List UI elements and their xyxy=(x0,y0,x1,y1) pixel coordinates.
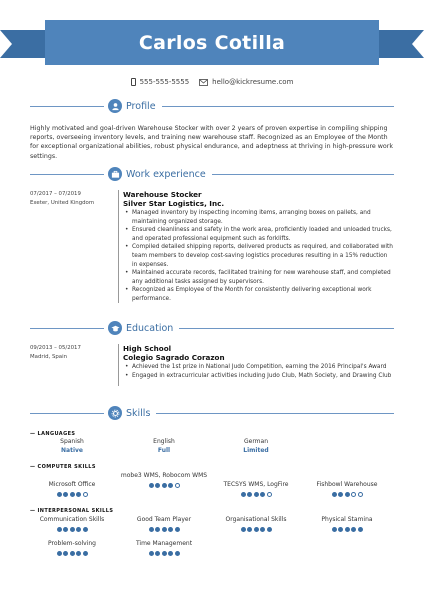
bullet-marker: — xyxy=(30,431,38,437)
candidate-name: Carlos Cotilla xyxy=(138,31,286,54)
rating-dot-empty xyxy=(175,483,180,488)
rating-dot-filled xyxy=(351,527,356,532)
phone-text: 555-555-5555 xyxy=(139,78,190,86)
email-contact[interactable] xyxy=(199,78,293,86)
bullet-marker: — xyxy=(30,508,38,514)
entry-meta xyxy=(30,344,110,362)
rating-dot-filled xyxy=(57,551,62,556)
experience-entry xyxy=(30,190,394,308)
skill-name: Microsoft Office xyxy=(48,481,96,488)
language-item xyxy=(119,438,209,455)
rating-dot-filled xyxy=(155,527,160,532)
entry-location: Madrid, Spain xyxy=(30,354,68,360)
degree-title: High School xyxy=(123,344,172,353)
language-level: Limited xyxy=(243,446,269,454)
section-title: Profile xyxy=(126,100,156,112)
rating-dot-filled xyxy=(254,492,259,497)
divider xyxy=(162,106,394,107)
rating-dots xyxy=(119,551,209,556)
rating-dot-filled xyxy=(83,551,88,556)
language-level: Full xyxy=(157,446,171,454)
languages-label: — LANGUAGES xyxy=(30,431,76,437)
rating-dot-filled xyxy=(338,492,343,497)
rating-dot-filled xyxy=(70,527,75,532)
rating-dot-filled xyxy=(162,483,167,488)
skill-name: Communication Skills xyxy=(39,516,105,523)
entry-dates: 07/2017 – 07/2019 xyxy=(30,191,81,197)
divider xyxy=(30,328,104,329)
school-name: Colegio Sagrado Corazon xyxy=(123,353,225,362)
contact-bar xyxy=(0,78,424,86)
rating-dot-filled xyxy=(149,551,154,556)
rating-dot-filled xyxy=(149,483,154,488)
timeline-line xyxy=(118,190,119,303)
rating-dot-filled xyxy=(63,527,68,532)
language-item xyxy=(211,438,301,455)
rating-dot-filled xyxy=(358,527,363,532)
skill-name: Time Management xyxy=(135,540,193,547)
person-icon xyxy=(108,99,122,113)
skill-item xyxy=(27,516,117,532)
education-heading xyxy=(30,320,394,336)
rating-dot-filled xyxy=(70,492,75,497)
rating-dot-filled xyxy=(168,551,173,556)
rating-dot-filled xyxy=(83,527,88,532)
rating-dots xyxy=(302,527,392,532)
rating-dot-filled xyxy=(241,492,246,497)
list-item: • Recognized as Employee of the Month for consistently delivering exceptional work performance. xyxy=(123,286,394,303)
rating-dot-filled xyxy=(149,527,154,532)
list-item: • Maintained accurate records, facilitated training for new warehouse staff, and completed any additional tasks assigned by supervisors. xyxy=(123,269,394,286)
list-item: • Ensured cleanliness and safety in the work area, proficiently loaded and unloaded trucks, and operated professional equipment such as forklifts. xyxy=(123,226,394,243)
skill-name: Fishbowl Warehouse xyxy=(316,481,378,488)
bullet-marker: — xyxy=(30,464,38,470)
skill-name: Organisational Skills xyxy=(225,516,287,523)
graduation-cap-icon xyxy=(108,321,122,335)
rating-dot-empty xyxy=(351,492,356,497)
divider xyxy=(212,174,394,175)
list-item: • Compiled detailed shipping reports, delivered products as required, and collaborated with team members to develop cost-saving logistics procedures resulting in a 15% reduction in expenses. xyxy=(123,243,394,269)
skill-item xyxy=(119,516,209,532)
rating-dot-empty xyxy=(83,492,88,497)
computer-skills-label: — COMPUTER SKILLS xyxy=(30,464,96,470)
list-item: • Engaged in extracurricular activities including Judo Club, Math Society, and Drawing Club xyxy=(123,372,394,381)
rating-dot-filled xyxy=(76,527,81,532)
name-banner xyxy=(0,20,424,65)
rating-dot-filled xyxy=(247,527,252,532)
job-title: Warehouse Stocker xyxy=(123,190,202,199)
language-name: Spanish xyxy=(60,438,84,445)
skills-icon xyxy=(108,406,122,420)
rating-dots xyxy=(27,551,117,556)
list-item: • Managed inventory by inspecting incoming items, arranging boxes on pallets, and maintaining organized storage. xyxy=(123,209,394,226)
rating-dot-filled xyxy=(76,492,81,497)
skill-item xyxy=(27,481,117,497)
company-name: Silver Star Logistics, Inc. xyxy=(123,199,225,208)
rating-dot-filled xyxy=(338,527,343,532)
divider xyxy=(30,174,104,175)
rating-dot-filled xyxy=(332,527,337,532)
language-name: German xyxy=(243,438,269,445)
divider xyxy=(179,328,394,329)
divider xyxy=(30,106,104,107)
banner xyxy=(45,20,379,65)
rating-dot-filled xyxy=(63,551,68,556)
entry-location: Exeter, United Kingdom xyxy=(30,200,95,206)
language-item xyxy=(27,438,117,455)
rating-dot-filled xyxy=(57,527,62,532)
rating-dot-filled xyxy=(76,551,81,556)
education-entry xyxy=(30,344,394,390)
list-item: • Achieved the 1st prize in National Judo Competition, earning the 2016 Principal's Award xyxy=(123,363,394,372)
rating-dot-filled xyxy=(260,492,265,497)
skill-name: mobe3 WMS, Robocom WMS xyxy=(120,472,208,479)
rating-dot-filled xyxy=(168,483,173,488)
entry-body xyxy=(123,344,394,380)
skill-name: TECSYS WMS, LogFire xyxy=(223,481,289,488)
email-text[interactable]: hello@kickresume.com xyxy=(212,78,294,86)
rating-dot-filled xyxy=(247,492,252,497)
briefcase-icon xyxy=(108,167,122,181)
rating-dots xyxy=(27,492,117,497)
rating-dot-filled xyxy=(63,492,68,497)
rating-dot-filled xyxy=(175,527,180,532)
rating-dot-empty xyxy=(358,492,363,497)
section-title: Skills xyxy=(126,407,151,419)
rating-dots xyxy=(302,492,392,497)
phone-contact xyxy=(131,78,190,86)
rating-dot-filled xyxy=(168,527,173,532)
rating-dots xyxy=(211,492,301,497)
skill-name: Physical Stamina xyxy=(321,516,373,523)
phone-icon xyxy=(131,78,136,86)
entry-body xyxy=(123,190,394,304)
rating-dot-filled xyxy=(175,551,180,556)
skill-name: Good Team Player xyxy=(136,516,192,523)
timeline-line xyxy=(118,344,119,386)
skill-name: Problem-solving xyxy=(48,540,96,547)
entry-meta xyxy=(30,190,110,208)
experience-heading xyxy=(30,166,394,182)
rating-dot-filled xyxy=(162,551,167,556)
rating-dot-filled xyxy=(254,527,259,532)
section-title: Work experience xyxy=(126,168,206,180)
rating-dot-filled xyxy=(155,551,160,556)
rating-dot-filled xyxy=(57,492,62,497)
rating-dot-empty xyxy=(267,492,272,497)
skill-item xyxy=(119,540,209,556)
skill-item xyxy=(302,516,392,532)
rating-dots xyxy=(27,527,117,532)
skill-item xyxy=(211,516,301,532)
section-title: Education xyxy=(126,322,174,334)
skill-item xyxy=(211,481,301,497)
rating-dot-filled xyxy=(70,551,75,556)
divider xyxy=(30,413,104,414)
language-level: Native xyxy=(61,446,83,454)
rating-dot-filled xyxy=(155,483,160,488)
profile-heading xyxy=(30,98,394,114)
rating-dots xyxy=(211,527,301,532)
rating-dot-filled xyxy=(162,527,167,532)
rating-dots xyxy=(119,483,209,488)
rating-dot-filled xyxy=(267,527,272,532)
job-bullets xyxy=(123,209,394,304)
mail-icon xyxy=(199,79,208,86)
divider xyxy=(156,413,394,414)
rating-dot-filled xyxy=(260,527,265,532)
rating-dot-filled xyxy=(332,492,337,497)
interpersonal-skills-label: — INTERPERSONAL SKILLS xyxy=(30,508,114,514)
rating-dot-filled xyxy=(241,527,246,532)
entry-dates: 09/2013 – 05/2017 xyxy=(30,345,81,351)
language-name: English xyxy=(153,438,175,445)
skill-item xyxy=(27,540,117,556)
education-bullets xyxy=(123,363,394,380)
rating-dots xyxy=(119,527,209,532)
skills-heading xyxy=(30,405,394,421)
profile-summary: Highly motivated and goal-driven Warehouse Stocker with over 2 years of proven expertise in compiling shipping reports, overseeing inventory levels, and training new warehouse staff. Recognized as an Employee of the Month for exceptional organizational abilities, robust physical endurance, and adeptness at thriving in high-pressure work settings. xyxy=(30,125,394,160)
rating-dot-filled xyxy=(345,527,350,532)
skill-item xyxy=(119,472,209,488)
rating-dot-filled xyxy=(345,492,350,497)
skill-item xyxy=(302,481,392,497)
